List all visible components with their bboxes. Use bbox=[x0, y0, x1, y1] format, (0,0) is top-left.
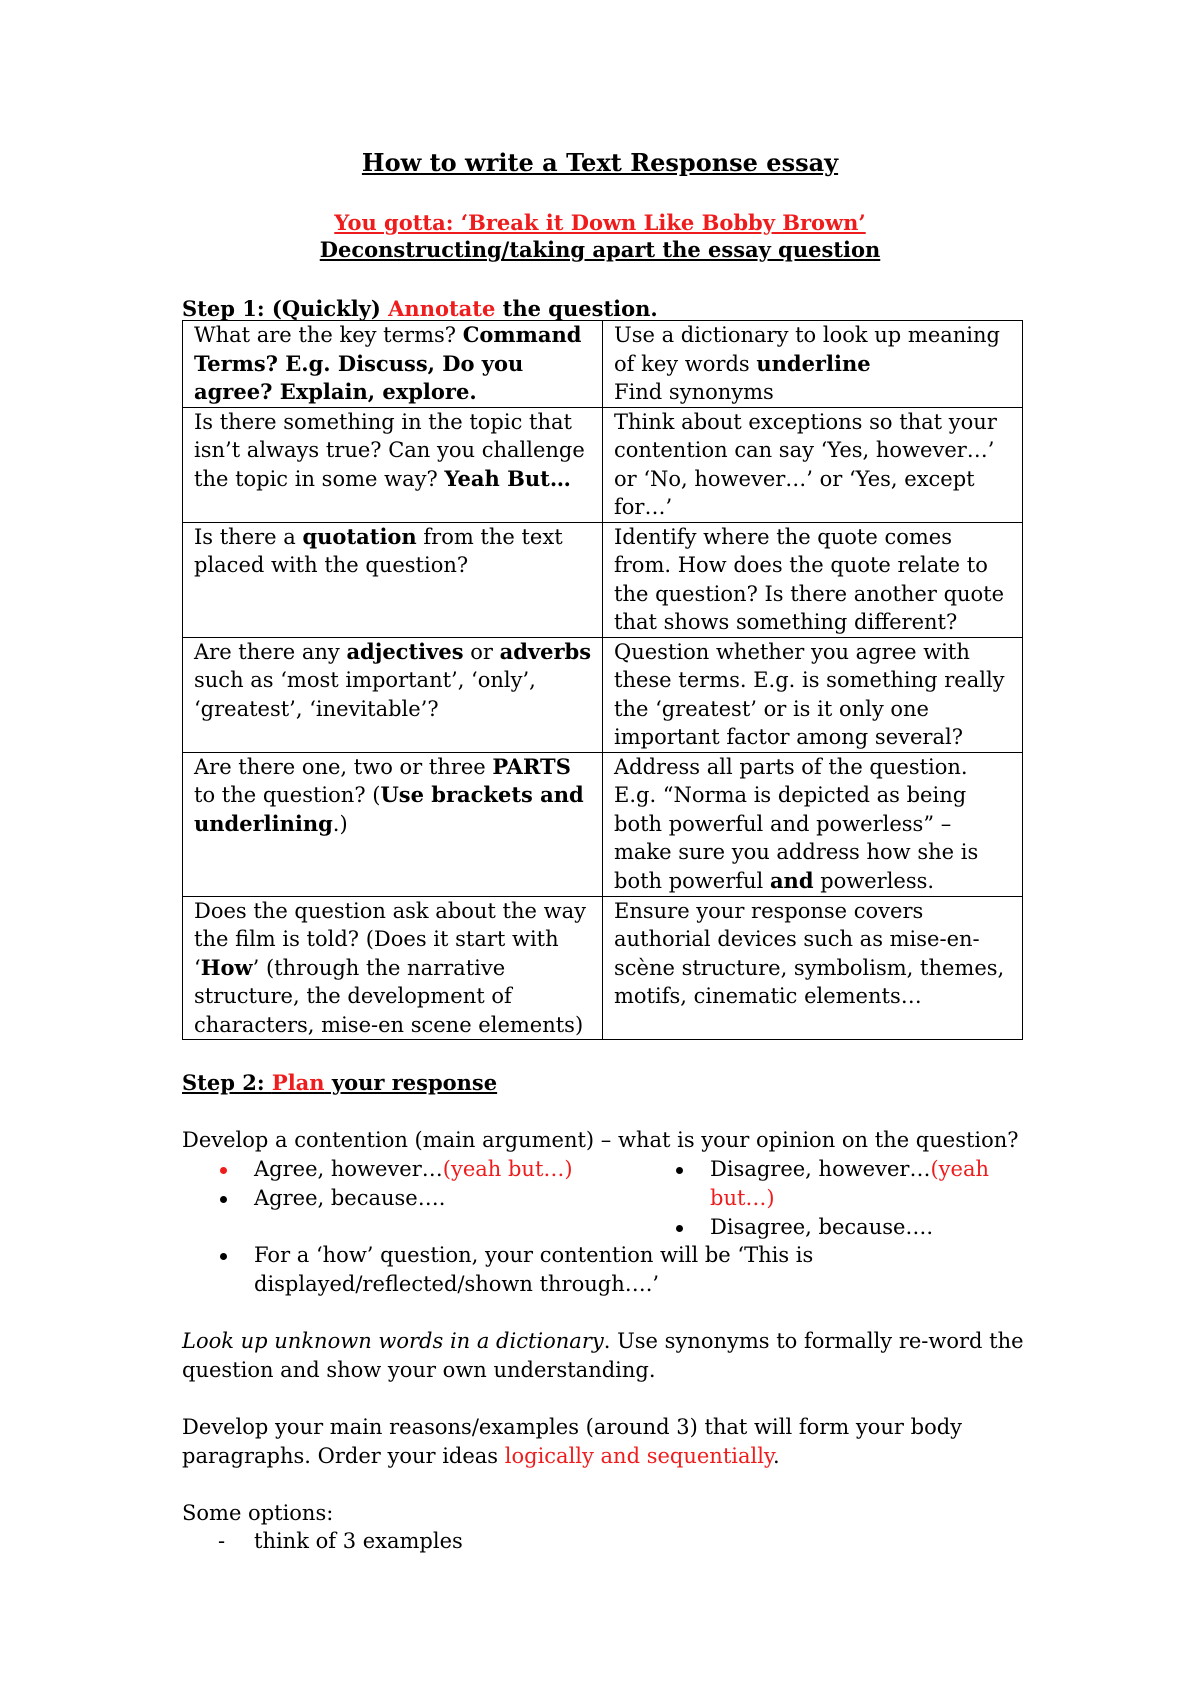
cell-bold-text: How bbox=[200, 954, 253, 980]
cell-bold-text: underline bbox=[756, 350, 871, 376]
lookup-italic: Look up unknown words in a dictionary bbox=[182, 1329, 604, 1353]
step1-label: Step 1: (Quickly) bbox=[182, 296, 389, 321]
develop-end: . bbox=[773, 1443, 780, 1468]
cell-text: Ensure your response covers authorial devices such as mise-en-scène structure, symbolism, themes, motifs, cinematic elements… bbox=[614, 898, 1005, 1008]
contention-text: Develop a contention (main argument) – what is your opinion on the question? bbox=[182, 1128, 1019, 1152]
table-cell-advice bbox=[603, 752, 1023, 896]
develop-red: logically and sequentially bbox=[504, 1443, 774, 1468]
cell-text: Find synonyms bbox=[614, 380, 774, 404]
table-cell-question bbox=[183, 321, 603, 408]
table-row bbox=[183, 896, 1023, 1040]
table-row bbox=[183, 522, 1023, 637]
table-cell-question bbox=[183, 407, 603, 522]
cell-bold-text: adjectives bbox=[346, 638, 464, 664]
cell-text: Are there any bbox=[194, 639, 347, 664]
page-title: How to write a Text Response essay bbox=[361, 148, 839, 177]
cell-bold-text: Use brackets and underlining bbox=[194, 782, 584, 836]
step1-annotate: Annotate bbox=[388, 296, 496, 321]
bullet-icon bbox=[220, 1196, 227, 1203]
table-cell-advice bbox=[603, 321, 1023, 408]
lookup-paragraph bbox=[182, 1327, 1032, 1384]
bullet-icon bbox=[220, 1167, 227, 1174]
lookup-text: . Use synonyms to formally re-word the question and show your own understanding. bbox=[182, 1329, 1024, 1382]
subtitle-bobby-brown: You gotta: ‘Break it Down Like Bobby Brown’ bbox=[334, 210, 866, 235]
cell-text: Is there something in the topic that isn’t always true? Can you challenge the topic in some way? bbox=[194, 409, 585, 491]
bullet-icon bbox=[220, 1253, 227, 1260]
bullet-how-question: For a ‘how’ question, your contention will be ‘This is displayed/reflected/shown through….’ bbox=[254, 1243, 814, 1296]
cell-text: Think about exceptions so that your contention can say ‘Yes, however…’ or ‘No, however…’ or ‘Yes, except for…’ bbox=[614, 409, 997, 519]
bullet-disagree-because: Disagree, because…. bbox=[710, 1215, 934, 1239]
bullet-yeah-but: (yeah but…) bbox=[442, 1157, 573, 1181]
bullet-text: Disagree, however… bbox=[710, 1157, 931, 1181]
table-row bbox=[183, 637, 1023, 752]
cell-text: or bbox=[463, 639, 500, 664]
table-row bbox=[183, 321, 1023, 408]
develop-text: Develop your main reasons/examples (around 3) that will form your body paragraphs. Order your ideas bbox=[182, 1415, 963, 1468]
bullet-text: Agree, however… bbox=[254, 1157, 443, 1181]
develop-paragraph bbox=[182, 1413, 1032, 1470]
cell-text: from the text placed with the question? bbox=[194, 524, 563, 577]
table-cell-question bbox=[183, 637, 603, 752]
cell-text: ’ (through the narrative structure, the development of characters, mise-en scene elements) bbox=[194, 955, 584, 1037]
cell-text: Address all parts of the question. E.g. “Norma is depicted as being both powerful and powerless” – make sure you address how she is both powerful bbox=[614, 754, 979, 893]
cell-text: Are there one, two or three bbox=[194, 754, 493, 779]
table-cell-advice bbox=[603, 896, 1023, 1040]
cell-text: powerless. bbox=[813, 868, 935, 893]
step1-rest: the question. bbox=[495, 296, 658, 321]
table-cell-question bbox=[183, 522, 603, 637]
table-cell-advice bbox=[603, 407, 1023, 522]
step2-rest: your response bbox=[324, 1070, 498, 1095]
table-row bbox=[183, 407, 1023, 522]
cell-text: to the question? ( bbox=[194, 783, 381, 807]
bullet-agree-because: Agree, because…. bbox=[254, 1186, 446, 1210]
cell-text: .) bbox=[332, 811, 348, 836]
cell-bold-text: adverbs bbox=[499, 638, 592, 664]
table-cell-question bbox=[183, 752, 603, 896]
cell-text: Does the question ask about the way the film is told? (Does it start with ‘ bbox=[194, 898, 586, 980]
cell-text: What are the key terms? bbox=[194, 323, 463, 347]
annotate-table bbox=[182, 320, 1023, 1040]
bullet-disagree-however bbox=[710, 1155, 1000, 1212]
cell-bold-text: Command Terms? E.g. Discuss, Do you agree? Explain, explore. bbox=[194, 322, 582, 404]
table-cell-advice bbox=[603, 522, 1023, 637]
cell-text: Is there a bbox=[194, 524, 303, 549]
bullet-icon bbox=[676, 1225, 683, 1232]
list-dash: - bbox=[218, 1529, 226, 1553]
bullet-agree-however bbox=[254, 1155, 573, 1184]
options-heading: Some options: bbox=[182, 1501, 334, 1525]
cell-bold-text: PARTS bbox=[492, 753, 571, 779]
bullet-icon bbox=[676, 1167, 683, 1174]
cell-text: such as ‘most important’, ‘only’, ‘greatest’, ‘inevitable’? bbox=[194, 668, 536, 721]
step2-label: Step 2: bbox=[182, 1070, 272, 1095]
cell-bold-text: Yeah But… bbox=[444, 465, 571, 491]
cell-bold-text: and bbox=[769, 867, 814, 893]
cell-text: Question whether you agree with these terms. E.g. is something really the ‘greatest’ or is it only one important factor among several? bbox=[614, 639, 1005, 749]
cell-text: Identify where the quote comes from. How does the quote relate to the question? Is there another quote that shows something different? bbox=[614, 524, 1005, 634]
subtitle-deconstructing: Deconstructing/taking apart the essay question bbox=[319, 237, 881, 262]
step2-heading bbox=[182, 1069, 497, 1098]
step2-plan: Plan bbox=[271, 1070, 325, 1095]
cell-text: Use a dictionary to look up meaning of key words bbox=[614, 323, 1000, 376]
table-cell-advice bbox=[603, 637, 1023, 752]
table-row bbox=[183, 752, 1023, 896]
list-item: think of 3 examples bbox=[254, 1529, 463, 1553]
table-cell-question bbox=[183, 896, 603, 1040]
bullet-yeah-but: (yeah but…) bbox=[710, 1157, 989, 1210]
cell-bold-text: quotation bbox=[302, 523, 417, 549]
